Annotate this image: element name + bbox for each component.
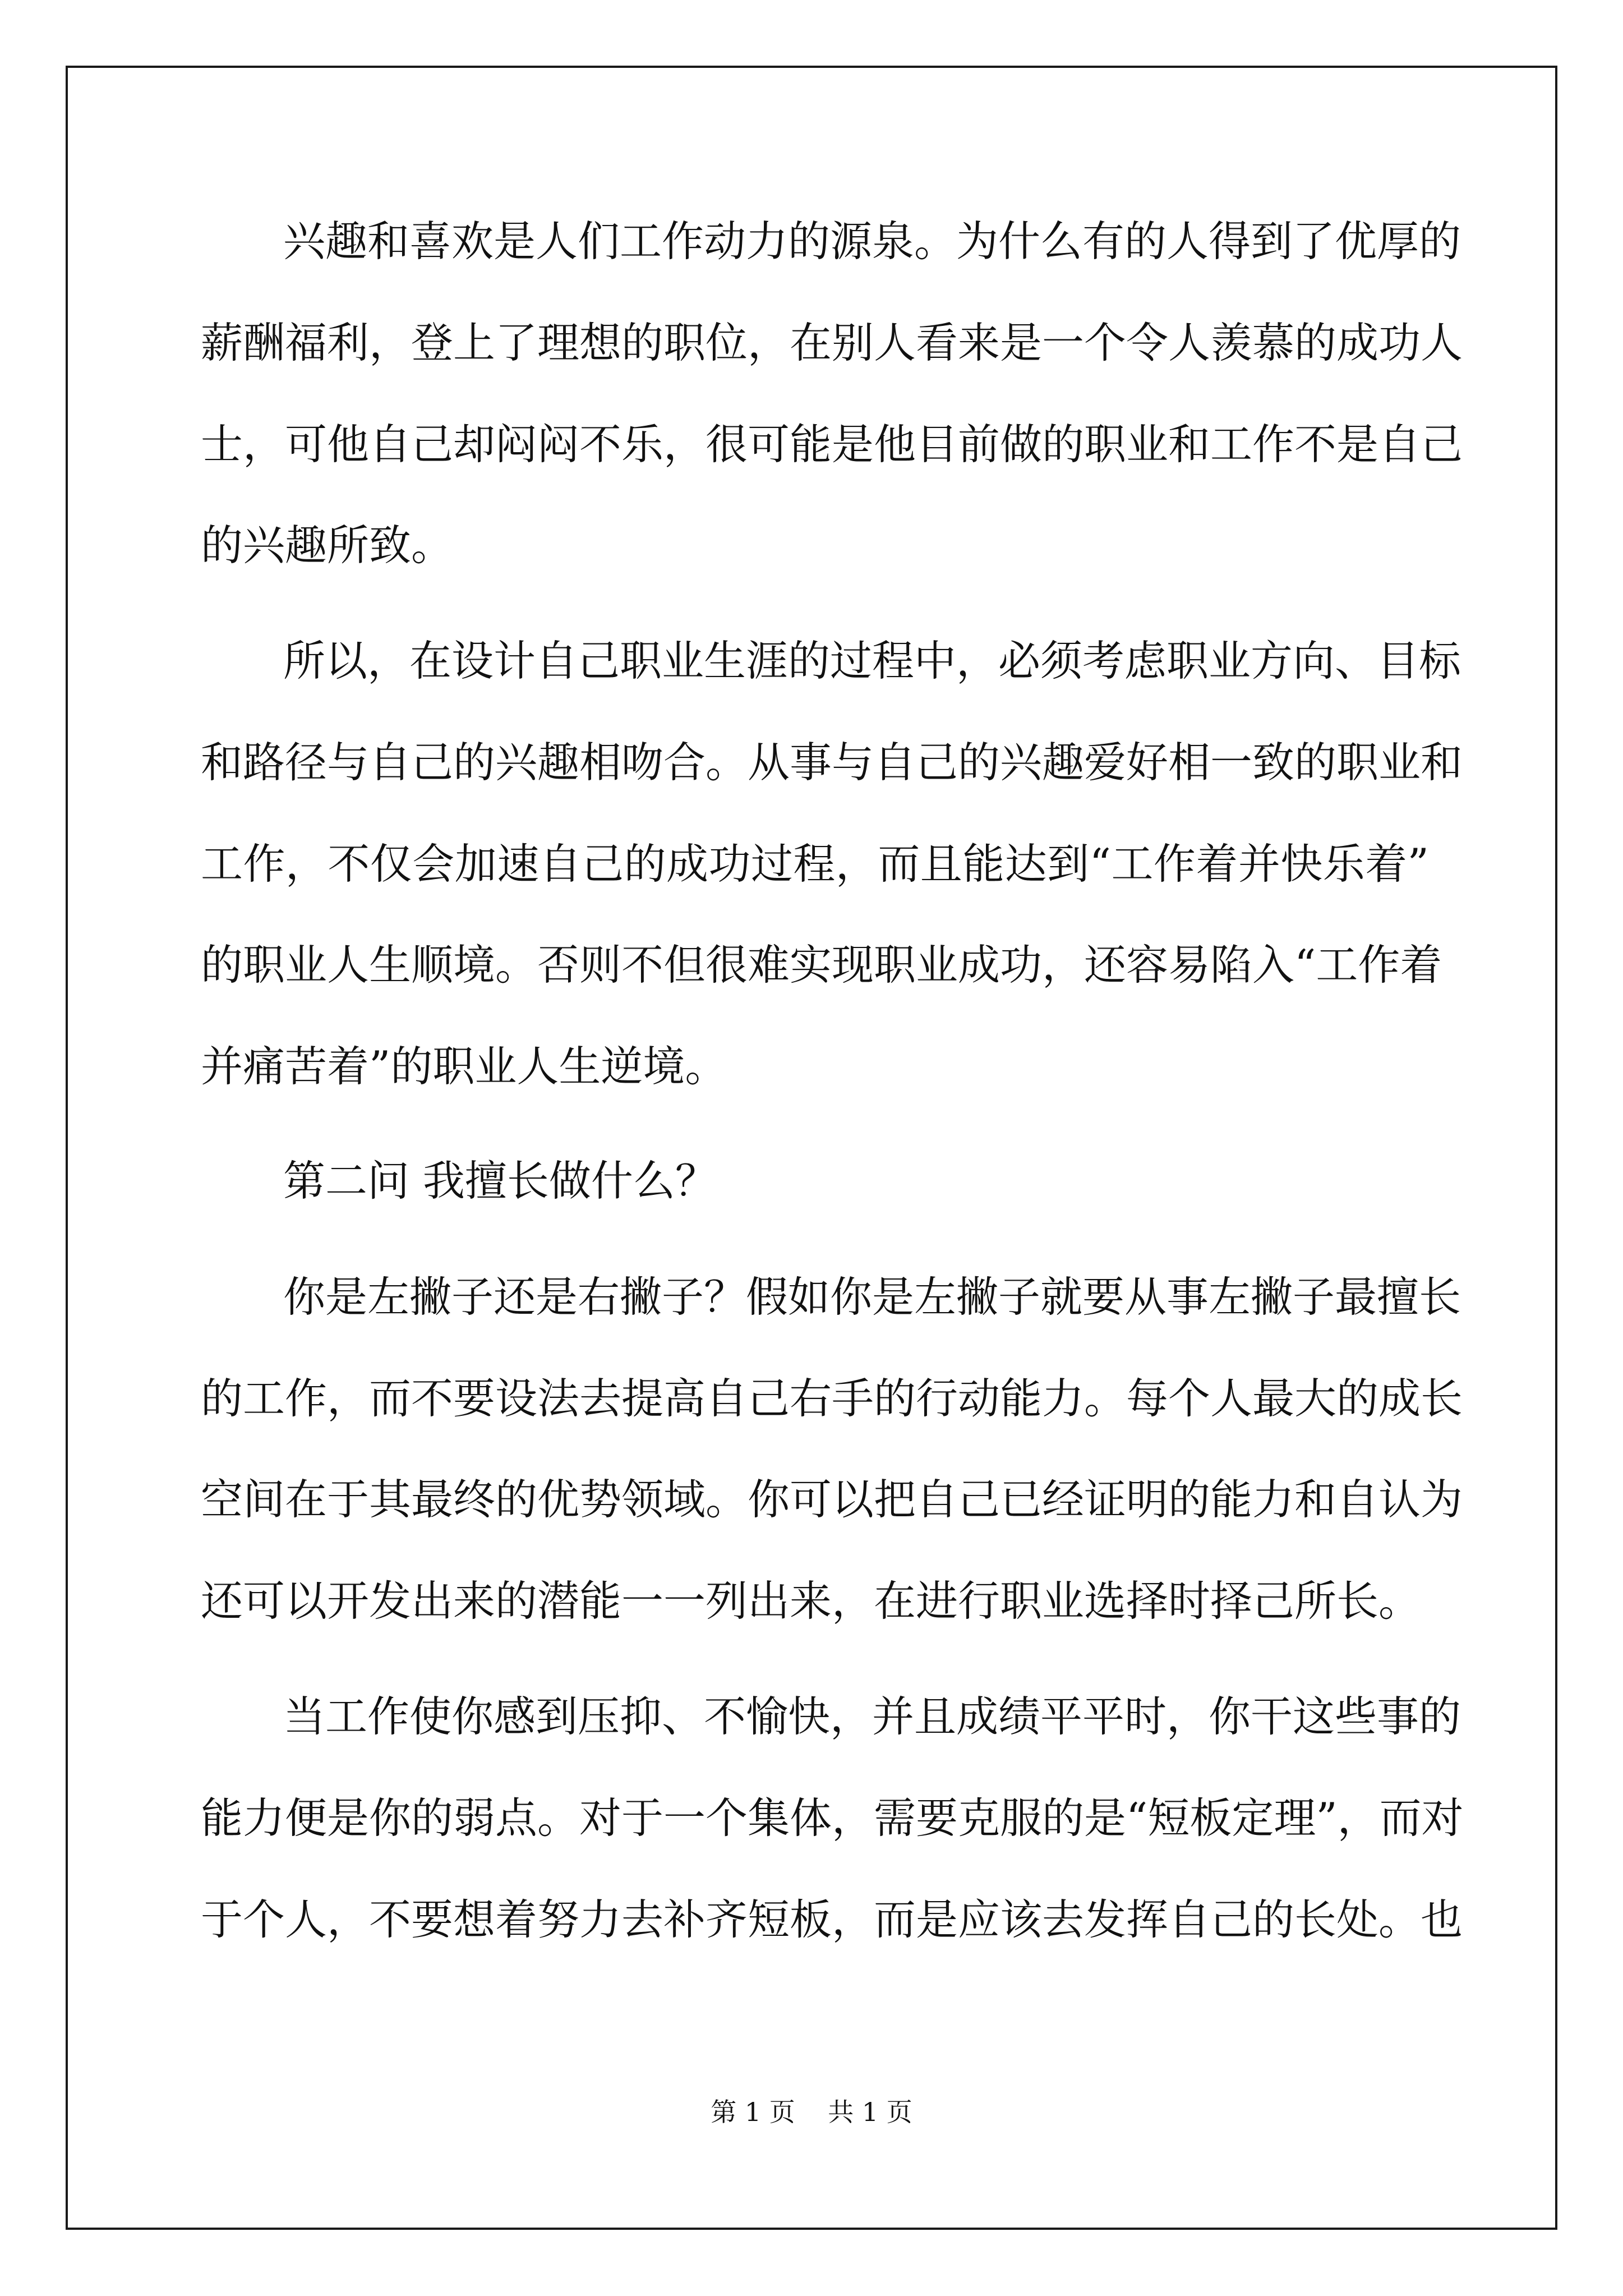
paragraph-1-line-1: 兴趣和喜欢是人们工作动力的源泉。为什么有的人得到了优厚的 (283, 217, 1461, 266)
paragraph-4-line-1: 当工作使你感到压抑、不愉快，并且成绩平平时，你干这些事的 (283, 1692, 1461, 1741)
paragraph-2-line-1: 所以，在设计自己职业生涯的过程中，必须考虑职业方向、目标 (283, 636, 1461, 685)
paragraph-3-line-2: 的工作，而不要设法去提高自己右手的行动能力。每个人最大的成长 (201, 1374, 1463, 1423)
page-number-footer: 第 1 页 共 1 页 (711, 2097, 912, 2127)
paragraph-1-line-3: 士，可他自己却闷闷不乐，很可能是他目前做的职业和工作不是自己 (201, 420, 1463, 469)
paragraph-2-line-4: 的职业人生顺境。否则不但很难实现职业成功，还容易陷入“工作着 (201, 940, 1442, 990)
paragraph-3-line-3: 空间在于其最终的优势领域。你可以把自己已经证明的能力和自认为 (201, 1475, 1463, 1524)
paragraph-1-line-2: 薪酬福利，登上了理想的职位，在别人看来是一个令人羡慕的成功人 (201, 318, 1463, 367)
paragraph-1-line-4: 的兴趣所致。 (201, 521, 454, 570)
paragraph-2-line-5: 并痛苦着”的职业人生逆境。 (201, 1042, 727, 1091)
paragraph-3-line-4: 还可以开发出来的潜能一一列出来，在进行职业选择时择己所长。 (201, 1576, 1421, 1626)
paragraph-3-line-1: 你是左撇子还是右撇子？假如你是左撇子就要从事左撇子最擅长 (283, 1272, 1461, 1322)
paragraph-2-line-2: 和路径与自己的兴趣相吻合。从事与自己的兴趣爱好相一致的职业和 (201, 738, 1463, 787)
paragraph-2-line-3: 工作，不仅会加速自己的成功过程，而且能达到“工作着并快乐着” (201, 839, 1429, 889)
paragraph-4-line-3: 于个人，不要想着努力去补齐短板，而是应该去发挥自己的长处。也 (201, 1895, 1463, 1944)
paragraph-4-line-2: 能力便是你的弱点。对于一个集体，需要克服的是“短板定理”，而对 (201, 1793, 1464, 1843)
section-heading: 第二问 我擅长做什么？ (283, 1156, 717, 1205)
